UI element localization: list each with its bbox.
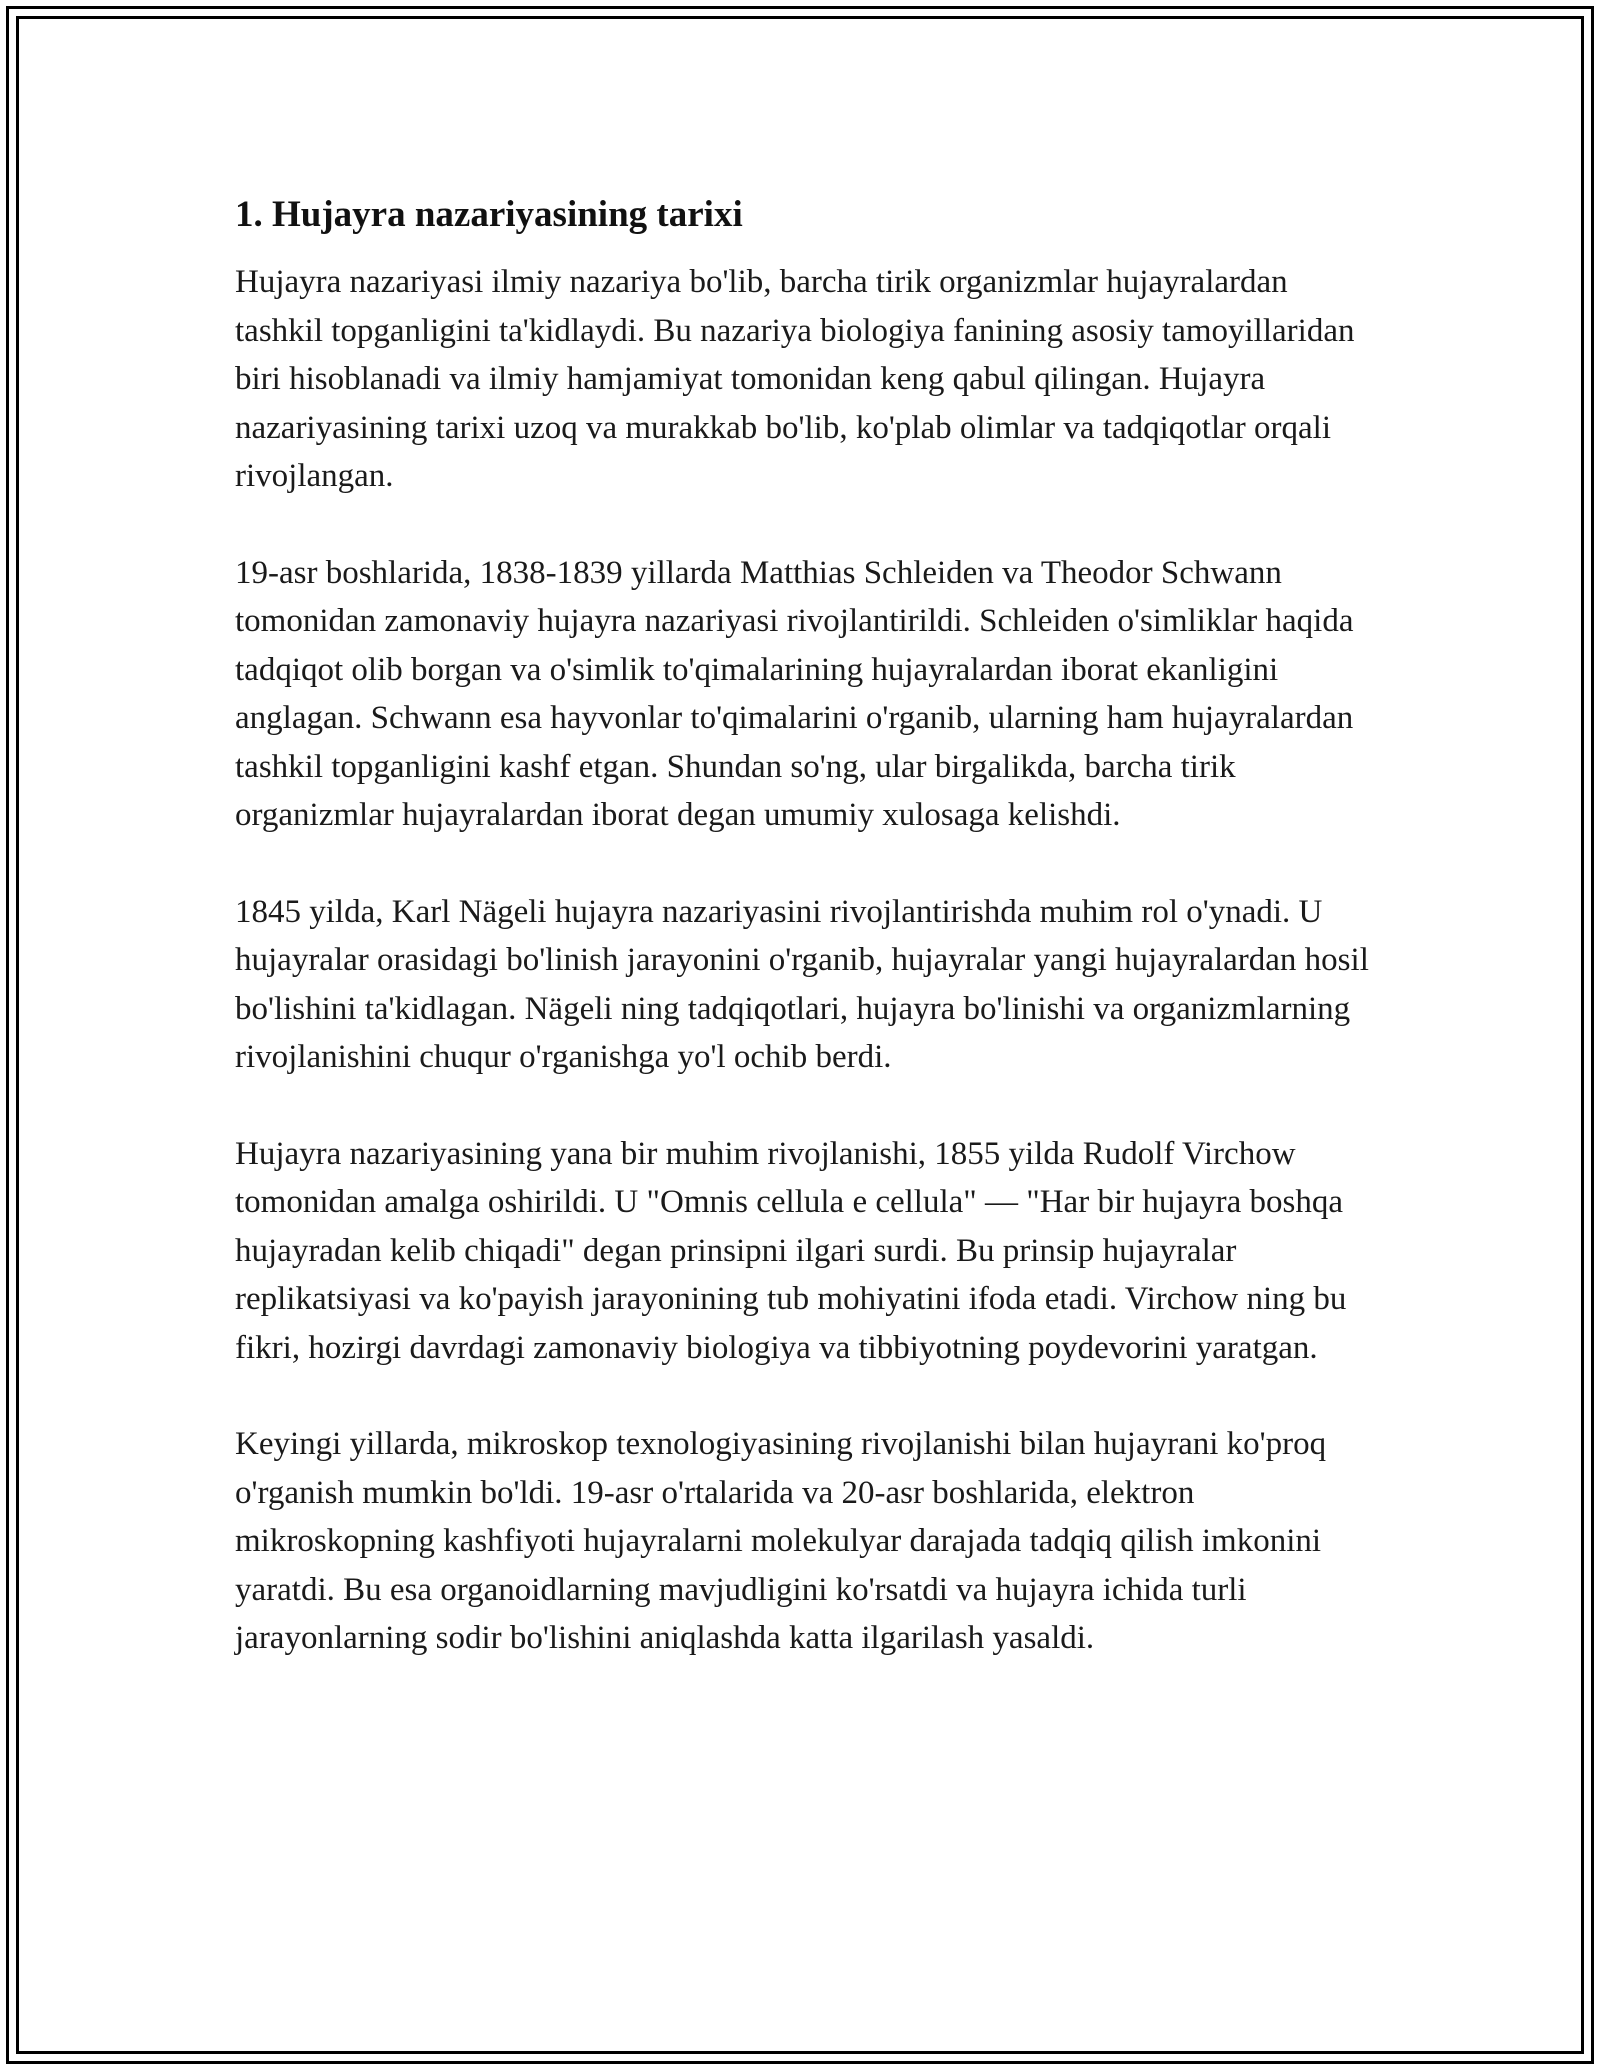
paragraph-microscopy: Keyingi yillarda, mikroskop texnologiyasining rivojlanishi bilan hujayrani ko'proq o'rganish mumkin bo'ldi. 19-asr o'rtalarida va 20-asr boshlarida, elektron mikroskopning kashfiyoti hujayralarni molekulyar darajada tadqiq qilish imkonini yaratdi. Bu esa organoidlarning mavjudligini ko'rsatdi va hujayra ichida turli jarayonlarning sodir bo'lishini aniqlashda katta ilgarilash yasaldi.: [235, 1426, 1327, 1656]
paragraph-virchow: Hujayra nazariyasining yana bir muhim rivojlanishi, 1855 yilda Rudolf Virchow tomonidan amalga oshirildi. U "Omnis cellula e cellula" — "Har bir hujayra boshqa hujayradan kelib chiqadi" degan prinsipni ilgari surdi. Bu prinsip hujayralar replikatsiyasi va ko'payish jarayonining tub mohiyatini ifoda etadi. Virchow ning bu fikri, hozirgi davrdagi zamonaviy biologiya va tibbiyotning poydevorini yaratgan.: [235, 1135, 1347, 1366]
paragraph-intro: Hujayra nazariyasi ilmiy nazariya bo'lib, barcha tirik organizmlar hujayralardan tashkil topganligini ta'kidlaydi. Bu nazariya biologiya fanining asosiy tamoyillaridan biri hisoblanadi va ilmiy hamjamiyat tomonidan keng qabul qilingan. Hujayra nazariyasining tarixi uzoq va murakkab bo'lib, ko'plab olimlar va tadqiqotlar orqali rivojlangan.: [235, 264, 1355, 494]
document-body: [235, 188, 1375, 1711]
paragraph-nageli: 1845 yilda, Karl Nägeli hujayra nazariyasini rivojlantirishda muhim rol o'ynadi. U hujayralar orasidagi bo'linish jarayonini o'rganib, hujayralar yangi hujayralardan hosil bo'lishini ta'kidlagan. Nägeli ning tadqiqotlari, hujayra bo'linishi va organizmlarning rivojlanishini chuqur o'rganishga yo'l ochib berdi.: [235, 893, 1369, 1075]
paragraph-schleiden-schwann: 19-asr boshlarida, 1838-1839 yillarda Matthias Schleiden va Theodor Schwann tomonidan zamonaviy hujayra nazariyasi rivojlantirildi. Schleiden o'simliklar haqida tadqiqot olib borgan va o'simlik to'qimalarining hujayralardan iborat ekanligini anglagan. Schwann esa hayvonlar to'qimalarini o'rganib, ularning ham hujayralardan tashkil topganligini kashf etgan. Shundan so'ng, ular birgalikda, barcha tirik organizmlar hujayralardan iborat degan umumiy xulosaga kelishdi.: [235, 554, 1354, 833]
section-heading: 1. Hujayra nazariyasining tarixi: [235, 194, 743, 235]
